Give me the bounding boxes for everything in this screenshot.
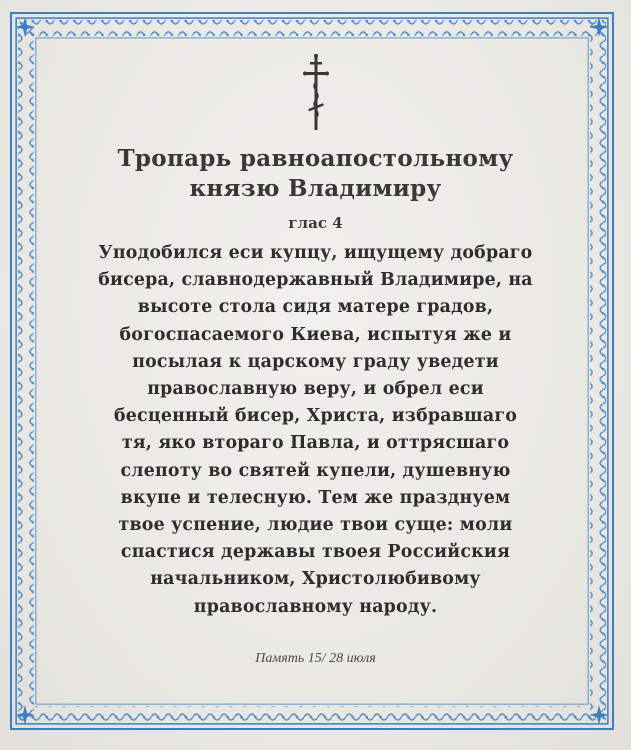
corner-ornament-bottom-left <box>14 704 36 726</box>
text-line: высоте стола сидя матере градов, <box>137 297 494 318</box>
corner-ornament-top-left <box>14 16 36 38</box>
text-line: православному народу. <box>193 596 438 617</box>
corner-ornament-top-right <box>588 16 610 38</box>
corner-ornament-bottom-right <box>588 704 610 726</box>
text-line: тя, яко втораго Павла, и оттрясшаго <box>121 433 510 454</box>
text-line: слепоту во святей купели, душевную <box>120 460 511 481</box>
card-content <box>50 52 581 667</box>
text-line: посылая к царскому граду уведети <box>132 351 499 372</box>
text-line: спастися державы твоея Российския <box>120 542 511 563</box>
text-line: твое успение, людие твои суще: моли <box>118 515 513 536</box>
text-line: начальником, Христолюбивому <box>150 569 481 590</box>
text-line: бисера, славнодержавный Владимире, на <box>98 270 533 291</box>
orthodox-cross-icon <box>301 52 331 132</box>
text-line: Уподобился еси купцу, ищущему добраго <box>98 243 533 263</box>
tone-label: глас 4 <box>288 214 343 232</box>
title-line-1: Тропарь равноапостольному <box>117 145 514 172</box>
text-line: богоспасаемого Киева, испытуя же и <box>119 324 512 345</box>
text-line: вкупе и телесную. Тем же празднуем <box>120 487 511 508</box>
prayer-title <box>50 144 581 204</box>
text-line: бесценный бисер, Христа, избравшаго <box>113 406 518 427</box>
text-line: православную веру, и обрел еси <box>147 379 484 400</box>
prayer-text <box>50 240 581 621</box>
commemoration-date: Память 15/ 28 июля <box>255 650 376 666</box>
title-line-2: князю Владимиру <box>189 175 442 202</box>
